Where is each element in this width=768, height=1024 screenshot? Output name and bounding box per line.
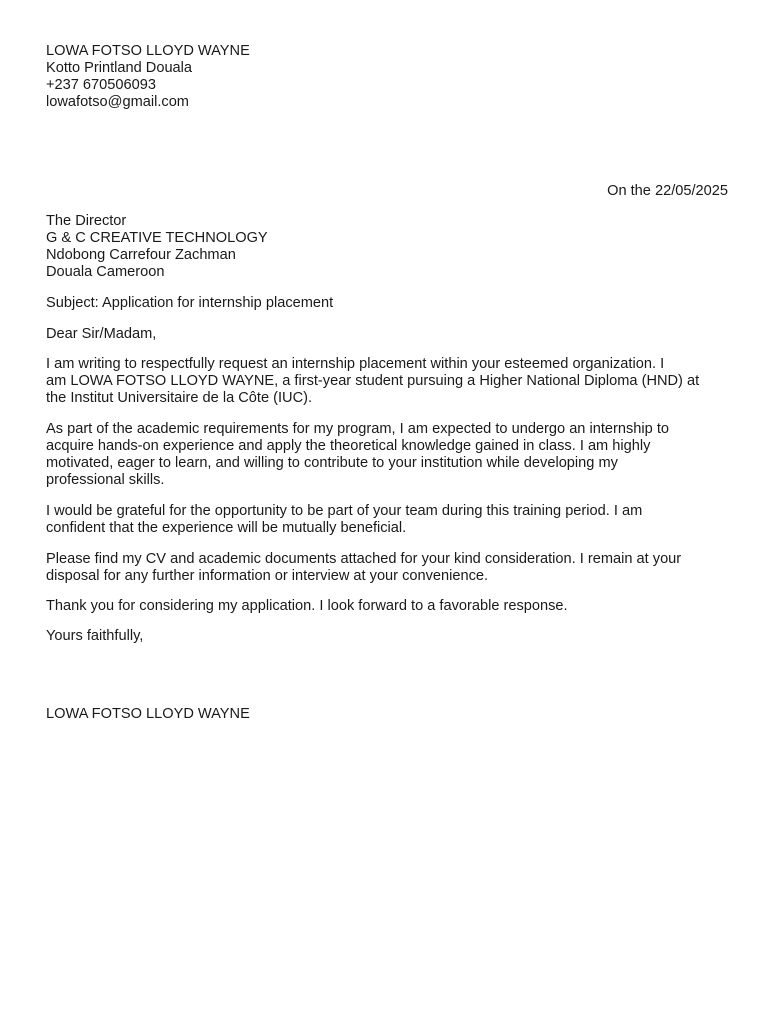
subject-text: Application for internship placement — [101, 295, 334, 311]
paragraph-line: motivated, eager to learn, and willing to contribute to your institution while developing my — [46, 455, 618, 471]
sender-address: Kotto Printland Douala — [46, 60, 193, 76]
paragraph-line: I am writing to respectfully request an internship placement within your esteemed organization. I — [46, 356, 665, 372]
closing: Yours faithfully, — [46, 628, 144, 644]
paragraph-line: confident that the experience will be mutually beneficial. — [46, 520, 407, 536]
sender-block — [46, 43, 730, 111]
paragraph-line: the Institut Universitaire de la Côte (IUC). — [46, 390, 313, 406]
recipient-company: G & C CREATIVE TECHNOLOGY — [46, 230, 268, 246]
sender-phone: +237 670506093 — [46, 77, 156, 93]
paragraph-line: I would be grateful for the opportunity to be part of your team during this training period. I am — [46, 503, 643, 519]
recipient-address: Ndobong Carrefour Zachman — [46, 247, 236, 263]
paragraph-line: As part of the academic requirements for my program, I am expected to undergo an internship to — [46, 421, 669, 437]
body-paragraph-2 — [46, 421, 730, 489]
paragraph-line: Thank you for considering my application. I look forward to a favorable response. — [46, 598, 568, 614]
body-paragraph-1 — [46, 356, 730, 407]
body-paragraph-5 — [46, 598, 730, 615]
subject-label: Subject: — [46, 295, 99, 311]
recipient-block — [46, 213, 730, 281]
body-paragraph-3 — [46, 503, 730, 537]
paragraph-line: professional skills. — [46, 472, 165, 488]
recipient-city: Douala Cameroon — [46, 264, 165, 280]
sender-name: LOWA FOTSO LLOYD WAYNE — [46, 43, 250, 59]
subject-line — [46, 295, 730, 312]
paragraph-line: am LOWA FOTSO LLOYD WAYNE, a first-year student pursuing a Higher National Diploma (HND) at — [46, 373, 700, 389]
paragraph-line: acquire hands-on experience and apply the theoretical knowledge gained in class. I am highly — [46, 438, 651, 454]
salutation: Dear Sir/Madam, — [46, 326, 157, 342]
signature-name: LOWA FOTSO LLOYD WAYNE — [46, 706, 250, 722]
recipient-title: The Director — [46, 213, 127, 229]
paragraph-line: Please find my CV and academic documents attached for your kind consideration. I remain at your — [46, 551, 682, 567]
letter-date: On the 22/05/2025 — [607, 183, 728, 199]
body-paragraph-4 — [46, 551, 730, 585]
paragraph-line: disposal for any further information or interview at your convenience. — [46, 568, 489, 584]
sender-email: lowafotso@gmail.com — [46, 94, 189, 110]
